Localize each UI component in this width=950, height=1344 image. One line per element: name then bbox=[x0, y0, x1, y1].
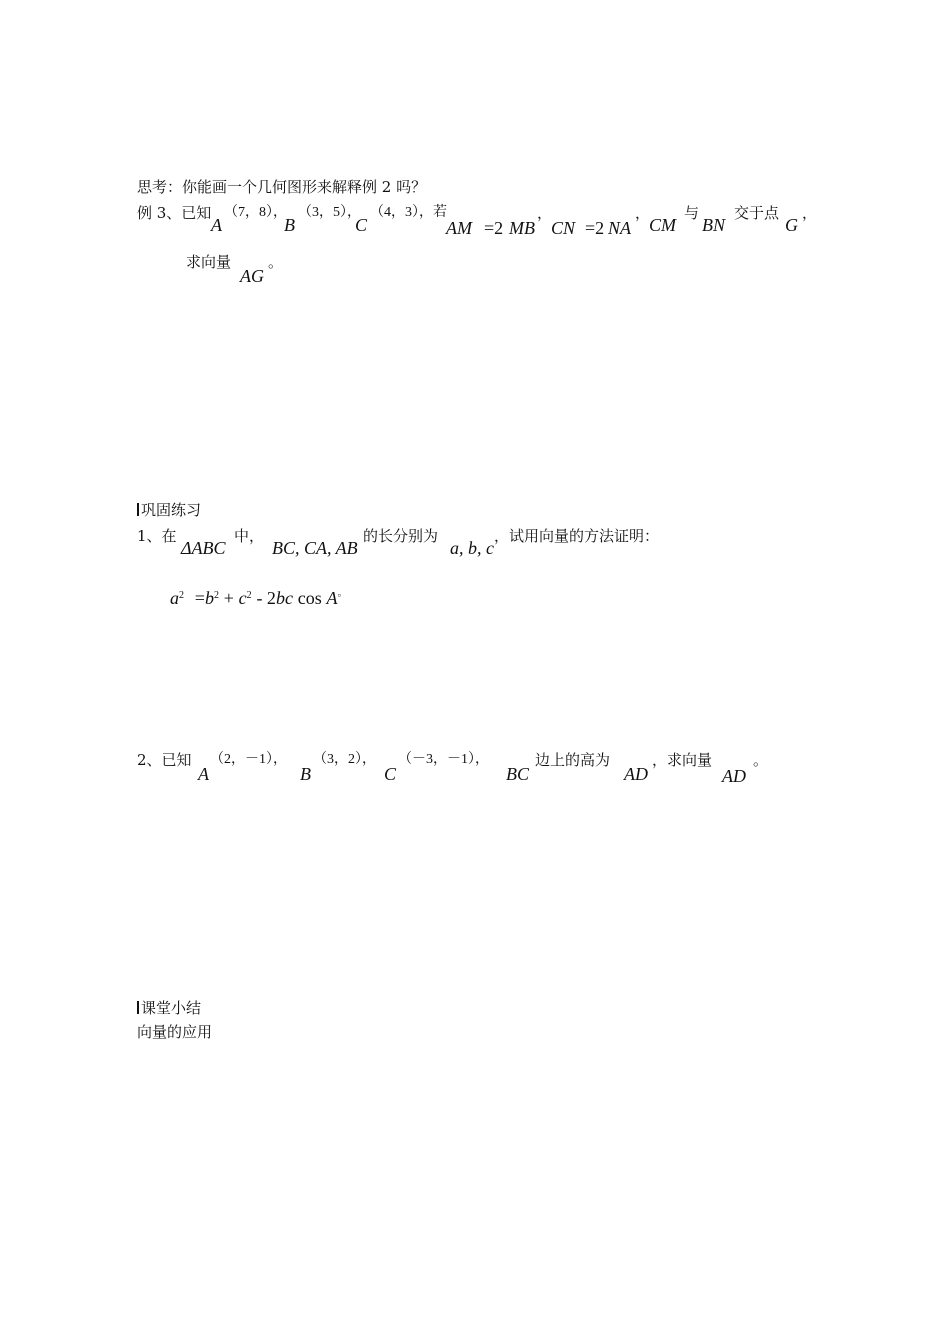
problem1-prove-text: ，试用向量的方法证明： bbox=[494, 527, 660, 545]
problem1-zhong: 中， bbox=[234, 527, 265, 545]
vector-cm: CM bbox=[649, 215, 676, 235]
summary-heading-text: 课堂小结 bbox=[141, 999, 202, 1017]
sides-bc-ca-ab: BC, CA, AB bbox=[272, 538, 358, 558]
vector-mb: MB bbox=[509, 218, 535, 238]
p2-point-c-coord: （－3，－1）， bbox=[398, 752, 489, 767]
vector-cn: CN bbox=[551, 218, 576, 238]
formula-minus-2: - 2 bbox=[256, 588, 276, 608]
consolidate-heading-text: 巩固练习 bbox=[141, 501, 202, 519]
law-of-cosines-formula bbox=[170, 589, 348, 607]
p2-ad-height: AD bbox=[624, 764, 648, 784]
example3-lead: 例 3、已知 bbox=[137, 204, 212, 222]
equals-2-first: =2 bbox=[484, 218, 504, 238]
formula-b: b bbox=[204, 588, 214, 608]
problem2-lead: 2、已知 bbox=[137, 751, 192, 769]
p2-vector-ad: AD bbox=[722, 766, 746, 786]
comma-1: ， bbox=[537, 204, 553, 222]
summary-body: 向量的应用 bbox=[137, 1023, 213, 1041]
find-vector-text: 求向量 bbox=[186, 253, 232, 271]
summary-heading-marker bbox=[137, 1001, 139, 1014]
consolidate-heading bbox=[137, 503, 201, 518]
formula-a: a bbox=[170, 588, 179, 608]
formula-cos: cos bbox=[297, 588, 322, 608]
formula-bc: bc bbox=[275, 588, 293, 608]
vector-bn: BN bbox=[702, 215, 726, 235]
vector-ag: AG bbox=[240, 266, 264, 286]
p2-point-a: A bbox=[198, 764, 209, 784]
formula-c: c bbox=[238, 588, 247, 608]
period-1: 。 bbox=[268, 253, 284, 271]
vector-na: NA bbox=[608, 218, 632, 238]
formula-sq-a: 2 bbox=[179, 590, 184, 601]
problem1-lead: 1、在 bbox=[137, 527, 177, 545]
formula-equals: = bbox=[194, 588, 205, 608]
comma-3: ， bbox=[802, 204, 818, 222]
p2-point-b: B bbox=[300, 764, 311, 784]
p2-point-c: C bbox=[384, 764, 397, 784]
triangle-abc: ΔABC bbox=[181, 538, 226, 558]
problem1-lengths-text: 的长分别为 bbox=[363, 527, 439, 545]
equals-2-second: =2 bbox=[585, 218, 605, 238]
comma-2: ， bbox=[635, 204, 651, 222]
point-c-label: C bbox=[355, 215, 368, 235]
point-b-coord: （3，5）， bbox=[298, 205, 361, 220]
formula-period: 。 bbox=[337, 588, 348, 599]
p2-period: 。 bbox=[753, 751, 769, 769]
vector-am: AM bbox=[446, 218, 472, 238]
formula-angle-a: A bbox=[326, 588, 338, 608]
formula-sq-c: 2 bbox=[246, 590, 252, 601]
think-question: 思考：你能画一个几何图形来解释例 2 吗？ bbox=[137, 178, 427, 196]
lengths-abc: a, b, c bbox=[450, 538, 494, 558]
point-a-coord: （7，8）， bbox=[224, 205, 287, 220]
p2-point-b-coord: （3，2）， bbox=[313, 752, 376, 767]
p2-point-a-coord: （2，－1）， bbox=[210, 752, 287, 767]
point-b-label: B bbox=[284, 215, 295, 235]
formula-plus: + bbox=[223, 588, 234, 608]
formula-sq-b: 2 bbox=[213, 590, 219, 601]
word-intersect: 交于点 bbox=[734, 204, 780, 222]
p2-side-bc: BC bbox=[506, 764, 530, 784]
heading-marker bbox=[137, 503, 139, 516]
point-c-coord: （4，3），若 bbox=[370, 205, 447, 220]
p2-find-vector-text: ，求向量 bbox=[652, 751, 713, 769]
word-yu: 与 bbox=[684, 204, 700, 222]
summary-heading bbox=[137, 1001, 201, 1016]
point-a-label: A bbox=[211, 215, 222, 235]
point-g-label: G bbox=[785, 215, 798, 235]
p2-height-text: 边上的高为 bbox=[535, 751, 611, 769]
